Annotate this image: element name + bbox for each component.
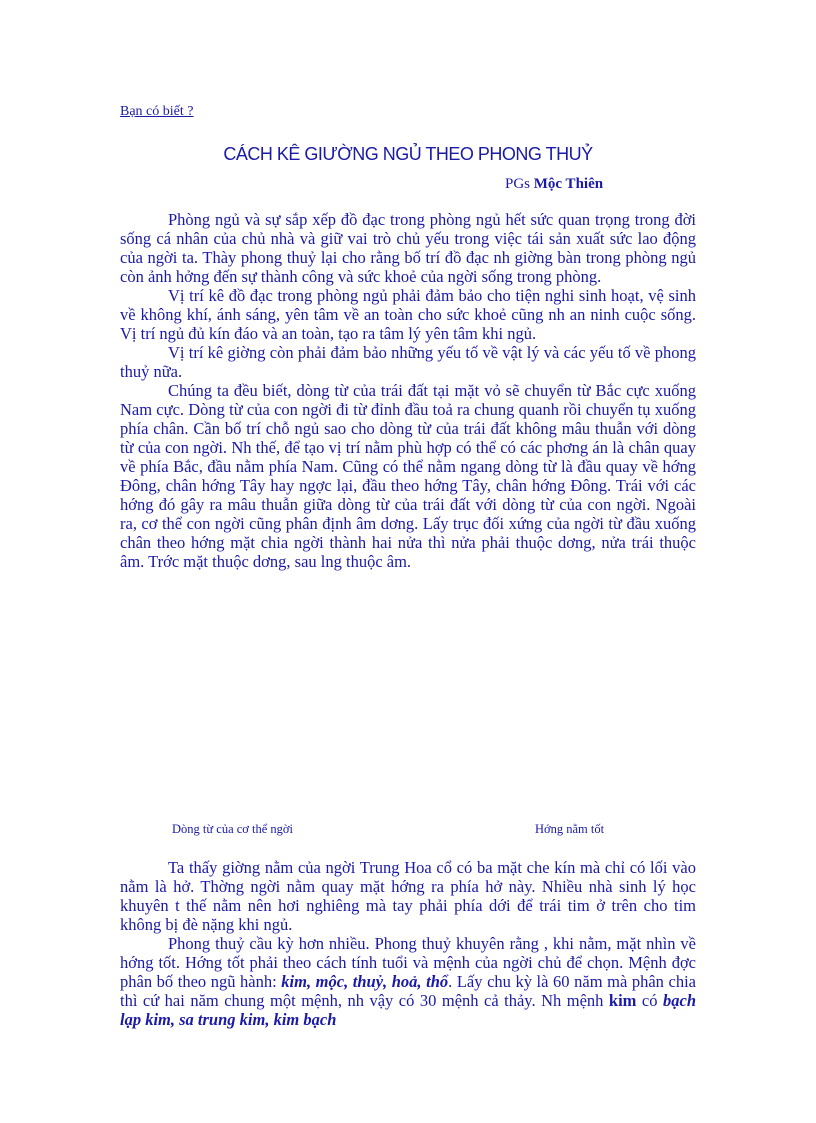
paragraph-5: Ta thấy giờng nằm của ngời Trung Hoa cổ có ba mặt che kín mà chỉ có lối vào nằm là hở. Thờng ngời nằm quay mặt hớng ra phía hở này. Nhiều nhà sinh lý học khuyên t thế nằm nên hơi nghiêng mà tay phải phía dới để trái tim ở trên cho tim không bị đè nặng khi ngủ. — [120, 858, 696, 934]
element-kim: kim — [608, 991, 637, 1010]
five-elements: kim, mộc, thuỷ, hoả, thổ — [281, 972, 449, 991]
author-name: Mộc Thiên — [533, 176, 604, 192]
paragraph-2: Vị trí kê đồ đạc trong phòng ngủ phải đảm bảo cho tiện nghi sinh hoạt, vệ sinh về không khí, ánh sáng, yên tâm về an toàn cho sức khoẻ cũng nh an ninh cuộc sống. Vị trí ngủ đủ kín đáo và an toàn, tạo ra tâm lý yên tâm khi ngủ. — [120, 286, 696, 343]
paragraph-6-part-b: . Lấy chu kỳ là 60 năm mà phân chia thì cứ hai năm chung một mệnh, nh vậy có 30 mệnh cả thảy. Nh mệnh — [120, 972, 696, 1010]
caption-good-direction: Hớng nằm tốt — [535, 822, 605, 836]
caption-body-flow: Dòng từ của cơ thể ngời — [172, 822, 294, 836]
paragraph-1: Phòng ngủ và sự sắp xếp đồ đạc trong phòng ngủ hết sức quan trọng trong đời sống cá nhân của chủ nhà và giữ vai trò chủ yếu trong việc tái sản xuất sức lao động của ngời ta. Thày phong thuỷ lại cho rằng bố trí đồ đạc nh giờng bàn trong phòng ngủ còn ảnh hởng đến sự thành công và sức khoẻ của ngời sống trong phòng. — [120, 210, 696, 286]
paragraph-6-part-a: Phong thuỷ cầu kỳ hơn nhiều. Phong thuỷ khuyên rằng , khi nằm, mặt nhìn về hớng tốt. Hớng tốt phải theo cách tính tuổi và mệnh của ngời chủ để chọn. Mệnh đợc phân bố theo ngũ hành: — [120, 934, 696, 991]
kicker-link[interactable]: Bạn có biết ? — [120, 104, 194, 119]
kim-destiny-names: bạch lạp kim, sa trung kim, kim bạch — [120, 991, 696, 1029]
paragraph-6 — [120, 934, 696, 1029]
body-section-2 — [120, 858, 696, 1029]
author-line — [505, 176, 603, 193]
body-section-1 — [120, 210, 696, 571]
paragraph-6-part-c: có — [636, 991, 663, 1010]
paragraph-4: Chúng ta đều biết, dòng từ của trái đất tại mặt vỏ sẽ chuyển từ Bắc cực xuống Nam cực. Dòng từ của con ngời đi từ đỉnh đầu toả ra chung quanh rồi chuyển tụ xuống phía chân. Cần bố trí chỗ ngủ sao cho dòng từ của trái đất không mâu thuẫn với dòng từ của con ngời. Nh thế, để tạo vị trí nằm phù hợp có thể có các phơng án là chân quay về phía Bắc, đầu nằm phía Nam. Cũng có thể nằm ngang dòng từ là đầu quay về hớng Đông, chân hớng Tây hay ngợc lại, đầu theo hớng Tây, chân hớng Đông. Trái với các hớng đó gây ra mâu thuẫn giữa dòng từ của trái đất với dòng từ của con ngời. Ngoài ra, cơ thể con ngời cũng phân định âm dơng. Lấy trục đối xứng của ngời từ đầu xuống chân theo hớng mặt chia ngời thành hai nửa thì nửa phải thuộc dơng, nửa trái thuộc âm. Trớc mặt thuộc dơng, sau lng thuộc âm. — [120, 381, 696, 571]
page-title: CÁCH KÊ GIƯỜNG NGỦ THEO PHONG THUỶ — [223, 144, 593, 164]
paragraph-3: Vị trí kê giờng còn phải đảm bảo những yếu tố về vật lý và các yếu tố về phong thuỷ nữa. — [120, 343, 696, 381]
author-prefix: PGs — [505, 176, 534, 192]
figure-captions — [0, 822, 816, 842]
